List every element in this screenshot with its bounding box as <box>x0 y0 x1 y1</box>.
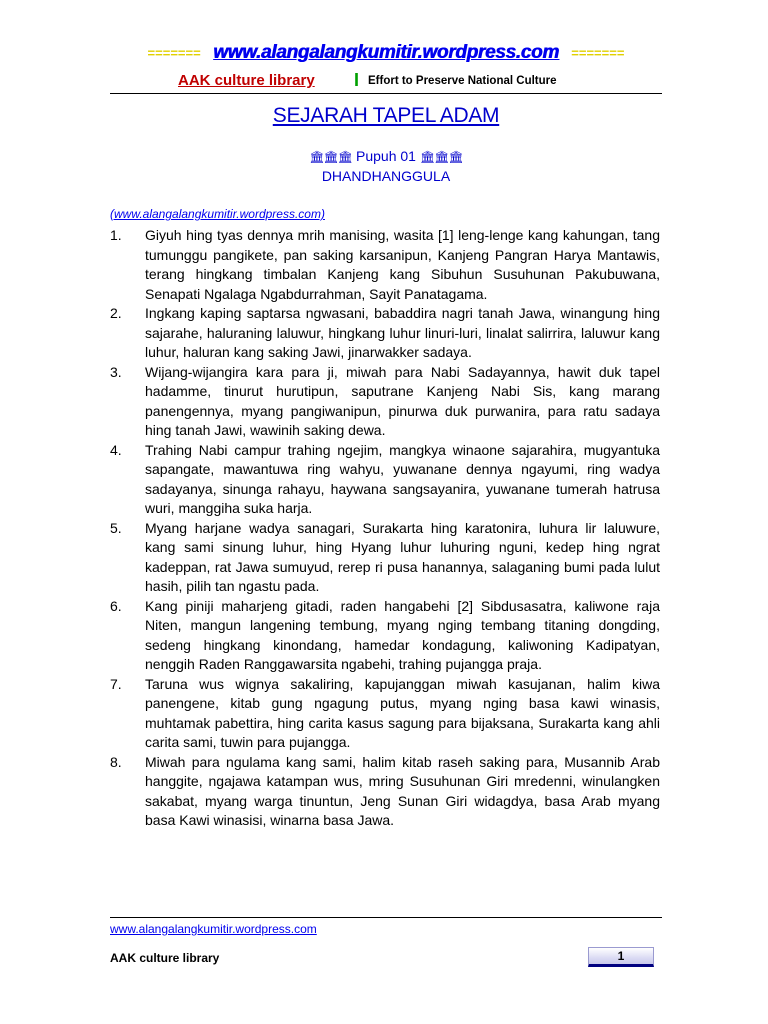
verse-number: 8. <box>110 753 122 770</box>
footer-divider <box>110 917 662 918</box>
verse-text: Miwah para ngulama kang sami, halim kitab raseh saking para, Musannib Arab hanggite, ngajawa katampan wus, mring Susuhunan Giri mredenni, winulangken sakabat, myang warga tinuntun, Jeng Sunan Giri widagdya, basa Arab myang basa Kawi winasisi, winarna basa Jawa. <box>145 753 660 828</box>
pupuh-metre: DHANDHANGGULA <box>321 168 451 184</box>
header-library-line <box>110 71 662 94</box>
footer-library-name: AAK culture library <box>110 951 220 965</box>
verse-number: 6. <box>110 597 122 614</box>
verse-number: 1. <box>110 227 122 243</box>
verse-text: Ingkang kaping saptarsa ngwasani, babaddira nagri tanah Jawa, winangung hing sajarahe, haluraning laluwur, hingkang luhur linuri-luri, linalat salirrira, laluwur kang luhur, haluran kang saking Jawi, jinarwakker sadaya. <box>145 305 660 360</box>
verse-item <box>110 519 660 597</box>
header-site-line <box>110 42 662 64</box>
verse-item <box>110 597 660 675</box>
verse-number: 4. <box>110 441 122 458</box>
verse-item <box>110 226 660 304</box>
verse-item <box>110 675 660 753</box>
verse-text: Kang piniji maharjeng gitadi, raden hangabehi [2] Sibdusasatra, kaliwone raja Niten, mangun langening tembung, myang nging tembang titaning dongding, sedeng hingkang kinondang, hamedar kondagung, kaliwoning Kadipatyan, nenggih Raden Ranggawarsita ngabehi, trahing pujangga praja. <box>145 597 660 672</box>
verse-item <box>110 441 660 519</box>
verse-text: Trahing Nabi campur trahing ngejim, mangkya winaone sajarahira, mugyantuka sapangate, mawantuwa ring wahyu, yuwanane dennya ngayumi, ring wadya sadayanya, sinunga rahayu, haywana sangsayanira, yuwanane tumerah hatrusa wuri, manggiha suka harja. <box>145 441 660 516</box>
source-link[interactable]: (www.alangalangkumitir.wordpress.com) <box>110 207 325 221</box>
verse-number: 7. <box>110 675 122 692</box>
verse-list <box>110 226 660 831</box>
verse-item <box>110 304 660 363</box>
verse-text: Wijang-wijangira kara para ji, miwah para Nabi Sadayannya, hawit duk tapel hadamme, tinurut hurutipun, saputrane Kanjeng Nabi Sis, kang marang panengennya, myang pangiwanipun, pinurwa duk purwanira, para ratu sadaya hing tanah Jawi, wawinih saking dewa. <box>145 363 660 438</box>
footer-site-link[interactable]: www.alangalangkumitir.wordpress.com <box>110 922 317 936</box>
header-library-link[interactable]: AAK culture library <box>178 72 315 89</box>
verse-number: 3. <box>110 363 122 380</box>
header-site-link[interactable]: www.alangalangkumitir.wordpress.com <box>213 42 559 63</box>
verse-item <box>110 363 660 441</box>
header-equals-left: ======= <box>147 45 201 61</box>
header-tagline: Effort to Preserve National Culture <box>368 75 557 87</box>
verse-number: 5. <box>110 519 122 536</box>
header-equals-right: ======= <box>571 45 625 61</box>
verse-number: 2. <box>110 305 122 321</box>
header-separator: I <box>354 70 360 90</box>
verse-text: Giyuh hing tyas dennya mrih manising, wasita [1] leng-lenge kang kahungan, tang tumunggu pangikete, pan saking karsanipun, Kanjeng Pangran Harya Mantawis, terang hingkang timbalan Kanjeng kang Sibuhun Susuhunan Pakubuwana, Senapati Ngalaga Ngabdurrahman, Sayit Panatagama. <box>145 227 660 302</box>
document-title: SEJARAH TAPEL ADAM <box>272 104 500 127</box>
verse-item <box>110 753 660 831</box>
verse-text: Myang harjane wadya sanagari, Surakarta hing karatonira, luhura lir laluwure, kang sami sinung luhur, hing Hyang luhur luhuring nguni, kedep hing ngrat kadeppan, rat Jawa sumuyud, rerep ri pusa hanannya, salaganing bumi pada lulut hasih, pilih tan ngastu pada. <box>145 519 660 594</box>
temple-icon-right: 🏛🏛🏛 <box>419 150 463 164</box>
pupuh-heading <box>110 148 662 164</box>
page-number-badge: 1 <box>588 947 654 967</box>
pupuh-label: Pupuh 01 <box>356 148 416 164</box>
temple-icon-left: 🏛🏛🏛 <box>309 150 353 164</box>
verse-text: Taruna wus wignya sakaliring, kapujanggan miwah kasujanan, halim kiwa panengene, kitab gung ngagung putus, myang nging basa kawi winasis, muhtamak pabettira, hing carita kasus sagung para bijaksana, Surakarta kang ahli carita sami, tuwin para pujangga. <box>145 675 660 750</box>
